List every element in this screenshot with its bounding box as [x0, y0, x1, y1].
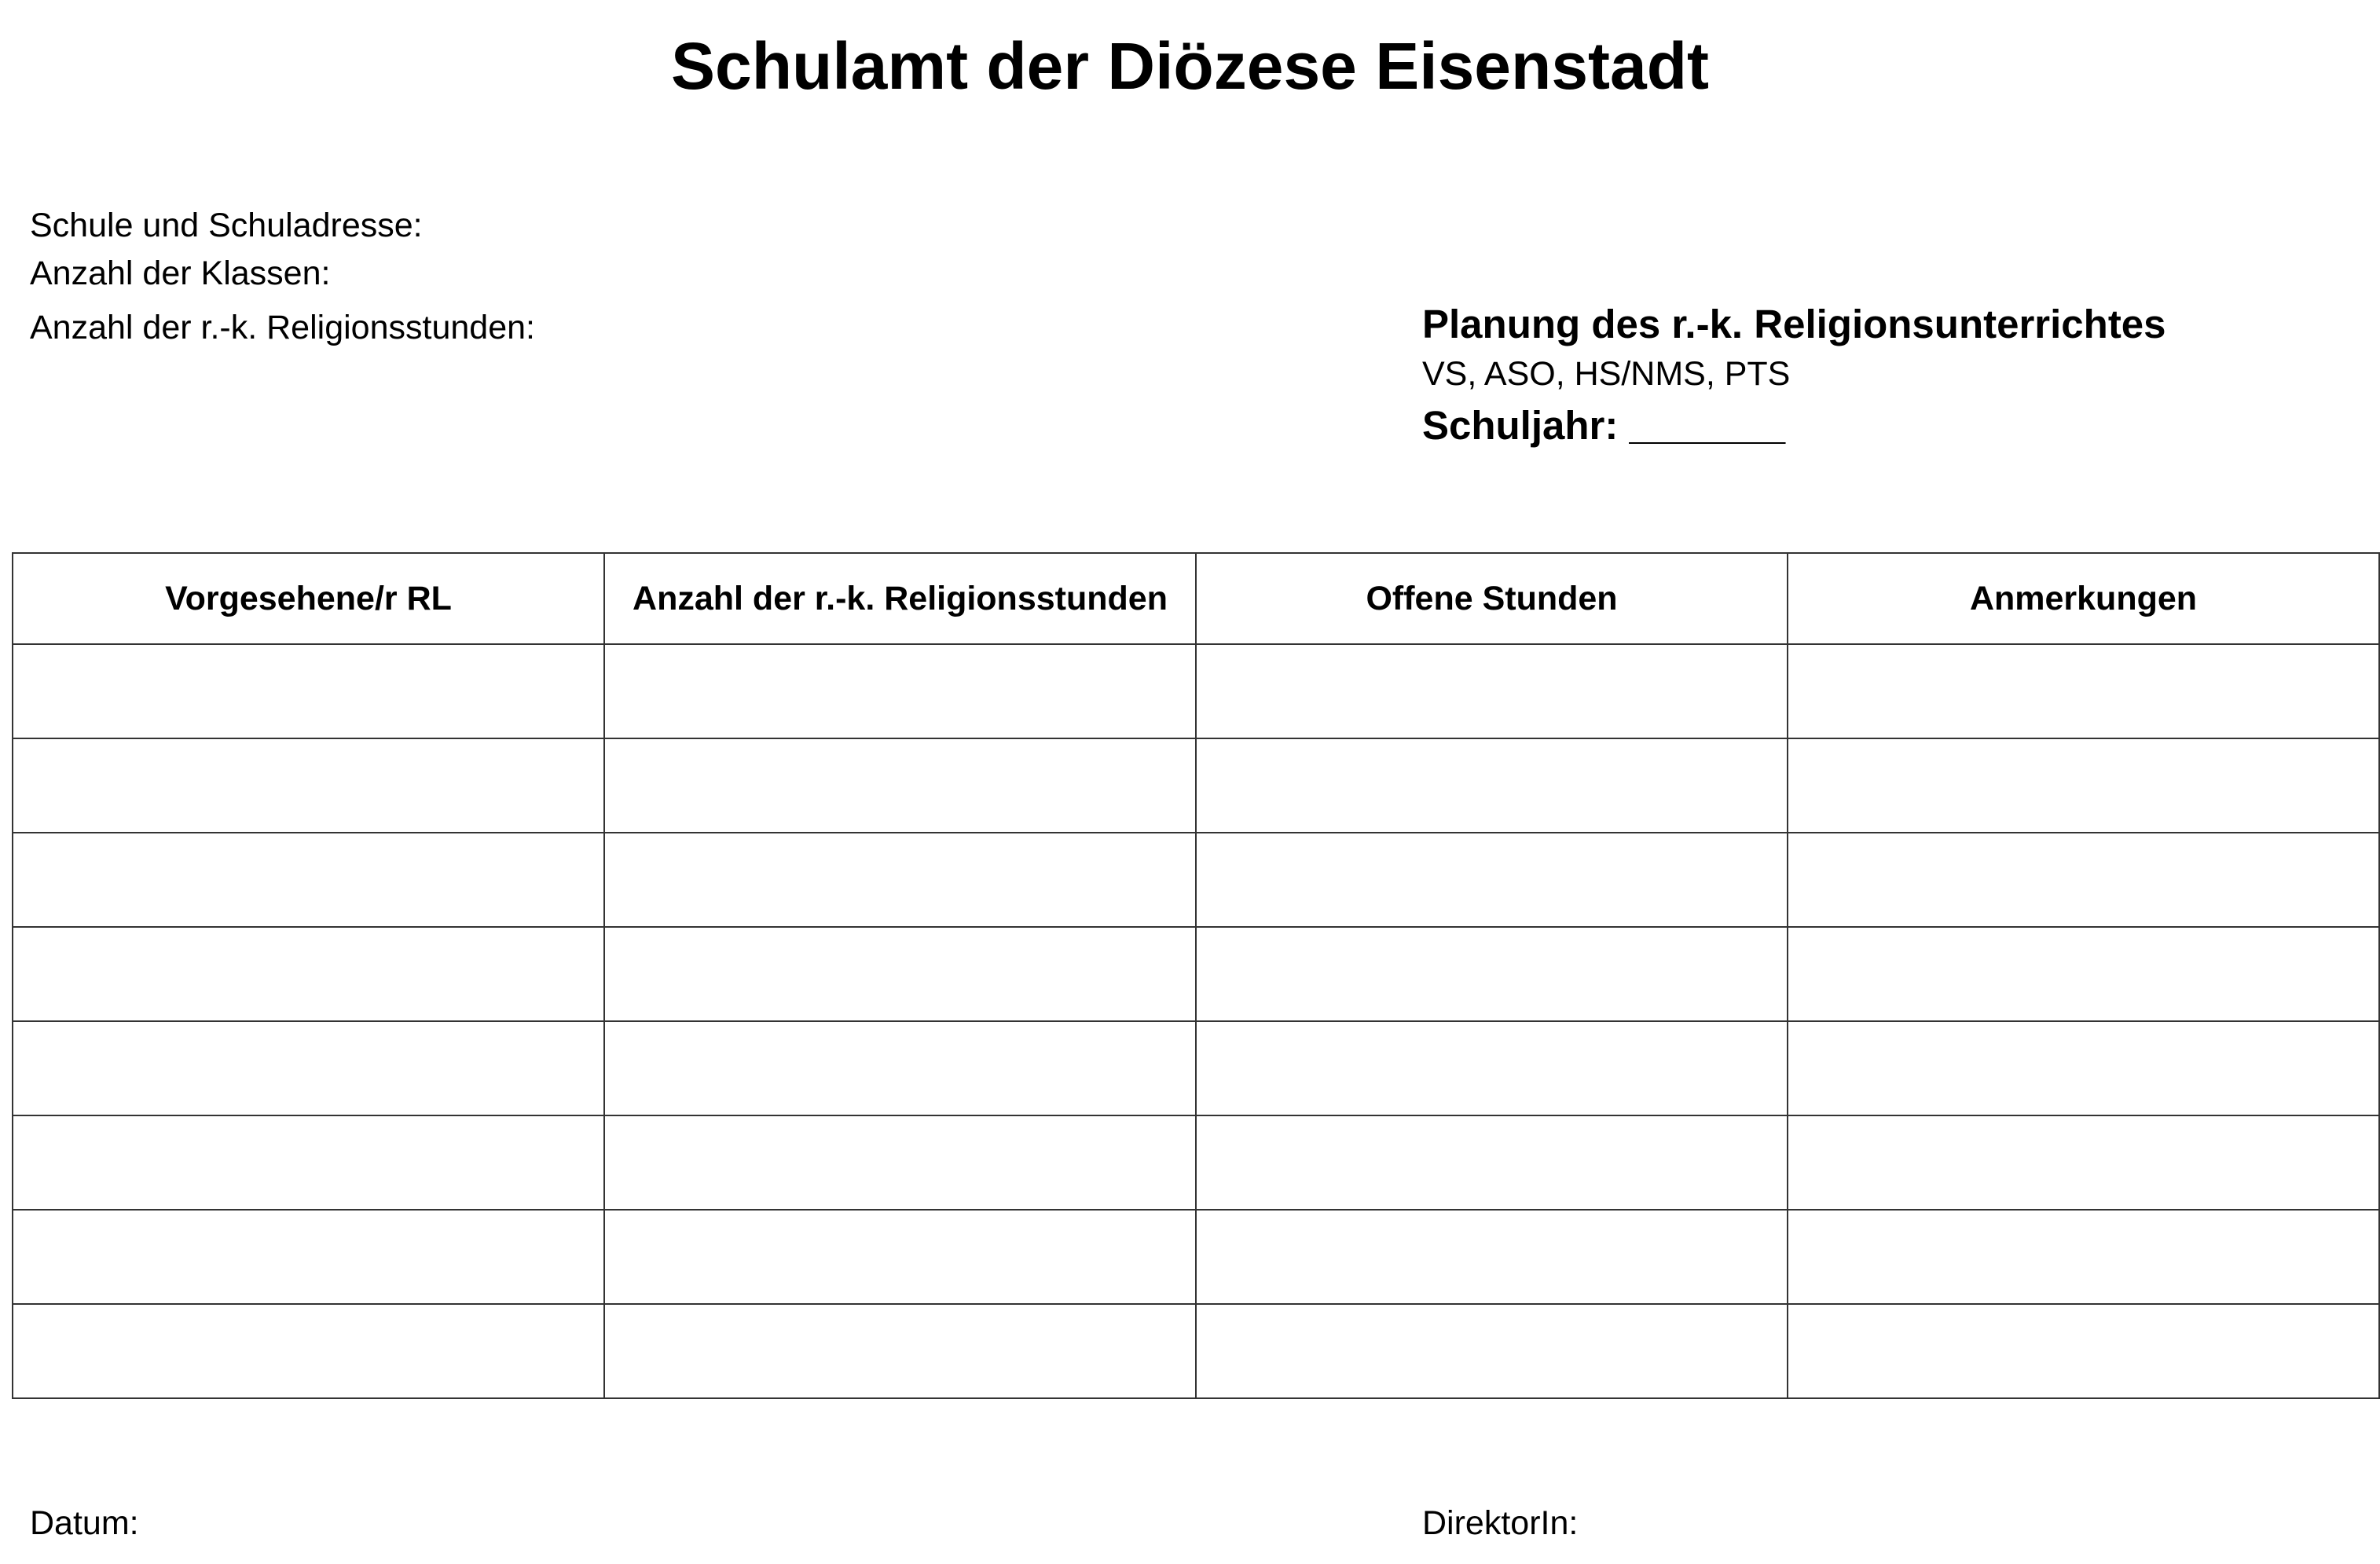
table-row	[13, 644, 2379, 738]
header-teacher: Vorgesehene/r RL	[13, 553, 604, 644]
cell-open-hours[interactable]	[1196, 1304, 1788, 1398]
cell-open-hours[interactable]	[1196, 1021, 1788, 1115]
cell-religion-hours[interactable]	[604, 833, 1196, 927]
table-header-row	[13, 553, 2379, 644]
date-label: Datum:	[30, 1504, 139, 1542]
cell-teacher[interactable]	[13, 1304, 604, 1398]
cell-open-hours[interactable]	[1196, 738, 1788, 833]
table-row	[13, 833, 2379, 927]
cell-religion-hours[interactable]	[604, 1304, 1196, 1398]
cell-teacher[interactable]	[13, 1021, 604, 1115]
table-row	[13, 1304, 2379, 1398]
planning-block	[1422, 299, 2166, 454]
school-year-field: Schuljahr: _______	[1422, 403, 1786, 448]
cell-teacher[interactable]	[13, 1210, 604, 1304]
cell-open-hours[interactable]	[1196, 644, 1788, 738]
cell-remarks[interactable]	[1788, 1021, 2379, 1115]
cell-remarks[interactable]	[1788, 1210, 2379, 1304]
header-religion-hours: Anzahl der r.-k. Religionsstunden	[604, 553, 1196, 644]
cell-remarks[interactable]	[1788, 1304, 2379, 1398]
cell-remarks[interactable]	[1788, 738, 2379, 833]
director-label: DirektorIn:	[1422, 1504, 1579, 1542]
table-row	[13, 1210, 2379, 1304]
cell-remarks[interactable]	[1788, 644, 2379, 738]
table-body	[13, 644, 2379, 1398]
religion-hours-label: Anzahl der r.-k. Religionsstunden:	[30, 309, 535, 346]
cell-remarks[interactable]	[1788, 927, 2379, 1021]
header-open-hours: Offene Stunden	[1196, 553, 1788, 644]
planning-title: Planung des r.-k. Religionsunterrichtes	[1422, 302, 2166, 346]
cell-teacher[interactable]	[13, 833, 604, 927]
cell-remarks[interactable]	[1788, 833, 2379, 927]
cell-religion-hours[interactable]	[604, 927, 1196, 1021]
cell-open-hours[interactable]	[1196, 927, 1788, 1021]
planning-table	[12, 552, 2380, 1399]
cell-religion-hours[interactable]	[604, 738, 1196, 833]
cell-religion-hours[interactable]	[604, 644, 1196, 738]
cell-remarks[interactable]	[1788, 1115, 2379, 1210]
header-remarks: Anmerkungen	[1788, 553, 2379, 644]
table-row	[13, 1115, 2379, 1210]
cell-teacher[interactable]	[13, 1115, 604, 1210]
table-row	[13, 927, 2379, 1021]
table-row	[13, 738, 2379, 833]
cell-open-hours[interactable]	[1196, 1115, 1788, 1210]
cell-open-hours[interactable]	[1196, 833, 1788, 927]
cell-religion-hours[interactable]	[604, 1021, 1196, 1115]
cell-teacher[interactable]	[13, 927, 604, 1021]
cell-religion-hours[interactable]	[604, 1115, 1196, 1210]
cell-open-hours[interactable]	[1196, 1210, 1788, 1304]
cell-religion-hours[interactable]	[604, 1210, 1196, 1304]
table-row	[13, 1021, 2379, 1115]
school-types: VS, ASO, HS/NMS, PTS	[1422, 355, 1791, 393]
cell-teacher[interactable]	[13, 738, 604, 833]
class-count-label: Anzahl der Klassen:	[30, 255, 331, 292]
cell-teacher[interactable]	[13, 644, 604, 738]
school-address-label: Schule und Schuladresse:	[30, 207, 423, 244]
document-title: Schulamt der Diözese Eisenstadt	[670, 29, 1710, 103]
